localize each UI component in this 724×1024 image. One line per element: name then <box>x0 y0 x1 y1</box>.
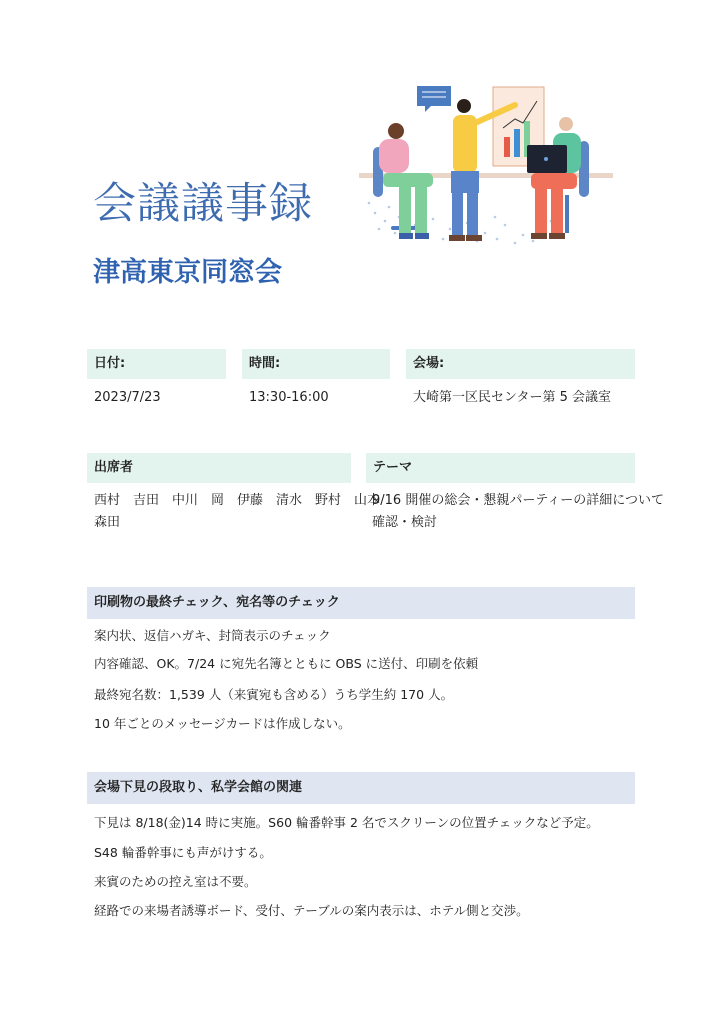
theme-label: テーマ <box>373 460 413 475</box>
attendees-label: 出席者 <box>94 460 134 475</box>
section-line: 内容確認、OK。7/24 に宛先名簿とともに OBS に送付、印刷を依頼 <box>94 656 479 671</box>
section-line: 案内状、返信ハガキ、封筒表示のチェック <box>94 628 331 643</box>
theme-header <box>366 453 635 483</box>
section-heading-printing <box>87 587 635 619</box>
section-heading-venue-inspection <box>87 772 635 804</box>
section-line: 10 年ごとのメッセージカードは作成しない。 <box>94 716 351 731</box>
document-subtitle: 津高東京同窓会 <box>93 257 282 288</box>
venue-value: 大崎第一区民センター第 5 会議室 <box>413 390 612 405</box>
date-label: 日付: <box>94 356 126 371</box>
date-value: 2023/7/23 <box>94 390 161 405</box>
meeting-illustration <box>355 83 617 248</box>
section-line: S48 輪番幹事にも声がけする。 <box>94 845 272 860</box>
section-heading-text: 印刷物の最終チェック、宛名等のチェック <box>94 595 340 610</box>
venue-label: 会場: <box>413 356 445 371</box>
venue-header <box>406 349 635 379</box>
section-heading-text: 会場下見の段取り、私学会館の関連 <box>94 780 303 795</box>
date-header <box>87 349 226 379</box>
section-line: 最終宛名数：1,539 人（来賓宛も含める）うち学生約 170 人。 <box>94 687 454 702</box>
attendees-line-2: 森田 <box>94 515 121 530</box>
section-line: 下見は 8/18(金)14 時に実施。S60 輪番幹事 2 名でスクリーンの位置チェックなど予定。 <box>94 815 599 830</box>
theme-line-1: 9/16 開催の総会・懇親パーティーの詳細について <box>372 493 665 508</box>
section-line: 経路での来場者誘導ボード、受付、テーブルの案内表示は、ホテル側と交渉。 <box>94 903 529 918</box>
attendees-line-1: 西村 吉田 中川 岡 伊藤 清水 野村 山本 <box>94 493 381 508</box>
time-label: 時間: <box>249 356 281 371</box>
time-value: 13:30-16:00 <box>249 390 329 405</box>
theme-line-2: 確認・検討 <box>372 515 438 530</box>
section-line: 来賓のための控え室は不要。 <box>94 874 257 889</box>
attendees-header <box>87 453 351 483</box>
time-header <box>242 349 390 379</box>
document-title: 会議議事録 <box>93 179 313 229</box>
